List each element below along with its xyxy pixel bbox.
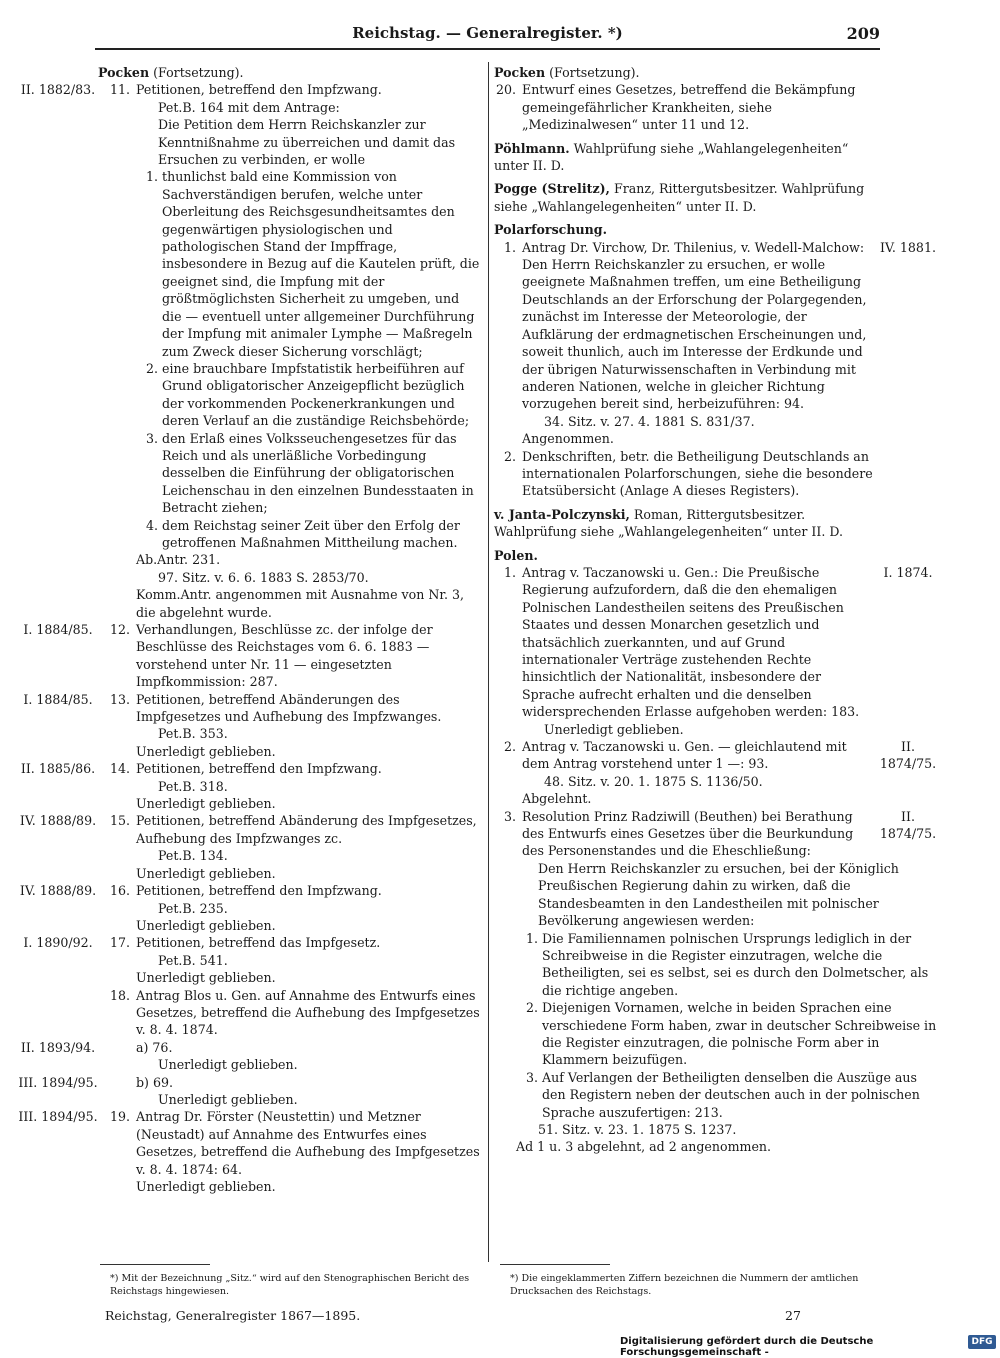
- entry-18a: [18, 1039, 480, 1074]
- entry-pogge: [494, 180, 938, 215]
- entry-year: IV. 1881.: [880, 239, 936, 255]
- header-title: Reichstag. — Generalregister. *): [352, 24, 623, 42]
- section-heading-polarforschung: Polarforschung.: [494, 222, 607, 238]
- entry-body: Entwurf eines Gesetzes, betreffend die Bekämpfung gemeingefährlicher Krankheiten, siehe „Medizinalwesen“ unter 11 und 12.: [522, 82, 856, 133]
- entry-ref: Pet.B. 353.: [158, 726, 228, 742]
- entry-year: II. 1885/86.: [20, 761, 96, 777]
- entry-status: Komm.Antr. angenommen mit Ausnahme von Nr. 3, die abgelehnt wurde.: [136, 587, 465, 620]
- entry-body: [136, 812, 480, 882]
- entry-point: 1. Die Familiennamen polnischen Ursprungs lediglich in der Schreibweise in die Register einzutragen, welche die Betheiligten, sei es selbst, sei es durch den Dolmetscher, als die richtige angeben.: [526, 930, 929, 998]
- entry-name: Pöhlmann.: [494, 140, 570, 156]
- entry-body: [136, 1108, 480, 1195]
- entry-intro: Den Herrn Reichskanzler zu ersuchen, bei der Königlich Preußischen Regierung dahin zu wirken, daß die Standesbeamten in den Landestheilen mit polnischer Bevölkerung angewiesen werden:: [538, 860, 899, 929]
- entry-sitting: 34. Sitz. v. 27. 4. 1881 S. 831/37.: [544, 413, 755, 429]
- entry-body: [522, 239, 876, 448]
- column-divider: [488, 62, 489, 1262]
- entry-body: Verhandlungen, Beschlüsse zc. der infolge der Beschlüsse des Reichstages vom 6. 6. 1883 — vorstehend unter Nr. 11 — eingesetzten Impfkommission: 287.: [136, 622, 433, 690]
- entry-title: Petitionen, betreffend das Impfgesetz.: [136, 935, 381, 951]
- entry-ref: Pet.B. 541.: [158, 952, 228, 968]
- entry-point: 2. eine brauchbare Impfstatistik herbeiführen auf Grund obligatorischer Anzeigepflicht bezüglich der vorkommenden Pockenerkrankungen und deren Verlauf an die zuständige Reichsbehörde;: [146, 360, 470, 429]
- entry-title: Antrag v. Taczanowski u. Gen. — gleichlautend mit dem Antrag vorstehend unter 1 —: 93.: [522, 739, 847, 772]
- entry-body: [136, 1039, 480, 1074]
- entry-year: I. 1884/85.: [23, 691, 93, 707]
- entry-ref: Ab.Antr. 231.: [136, 552, 221, 568]
- entry-ref: Pet.B. 164 mit dem Antrage:: [158, 99, 340, 115]
- footer-source: Reichstag, Generalregister 1867—1895.: [105, 1308, 361, 1323]
- entry-ref: Pet.B. 134.: [158, 848, 228, 864]
- entry-body: [136, 760, 480, 812]
- polen-entry-1: [494, 564, 938, 738]
- entry-number: [98, 1074, 136, 1109]
- entry-year: II. 1882/83.: [20, 82, 96, 98]
- entry-number: 14.: [109, 761, 130, 777]
- entry-name: Pogge (Strelitz),: [494, 181, 610, 197]
- entry-number: 18.: [109, 987, 130, 1003]
- polar-entry-1: [494, 239, 938, 448]
- entry-number: 2.: [503, 739, 516, 755]
- entry-year: II. 1874/75.: [879, 739, 937, 772]
- dfg-logo: DFG: [968, 1335, 996, 1349]
- entry-ref: Pet.B. 235.: [158, 900, 228, 916]
- entry-status: Unerledigt geblieben.: [136, 1179, 276, 1194]
- entry-ref: a) 76.: [136, 1039, 173, 1055]
- entry-status: Unerledigt geblieben.: [136, 865, 276, 881]
- entry-year: I. 1884/85.: [23, 622, 93, 637]
- entry-15: [18, 812, 480, 882]
- entry-number: 17.: [109, 935, 130, 951]
- entry-17: [18, 934, 480, 986]
- entry-number: 13.: [109, 691, 130, 707]
- entry-body: [522, 738, 876, 808]
- entry-intro: Die Petition dem Herrn Reichskanzler zur Kenntnißnahme zu überreichen und damit das Ersuchen zu verbinden, er wolle: [158, 117, 456, 168]
- entry-11: [18, 81, 480, 621]
- entry-body: Franz, Rittergutsbesitzer. Wahlprüfung siehe „Wahlangelegenheiten“ unter II. D.: [494, 181, 865, 214]
- entry-13: [18, 691, 480, 761]
- polar-entry-2: [494, 448, 938, 500]
- entry-point: 3. Auf Verlangen der Betheiligten denselben die Auszüge aus den Registern neben der deutschen auch in der polnischen Sprache auszufertigen: 213.: [526, 1069, 920, 1120]
- entry-18: [18, 987, 480, 1039]
- polen-entry-3-detail: [494, 860, 938, 1156]
- entry-body: [136, 934, 480, 986]
- entry-number: 2.: [503, 448, 516, 464]
- entry-point: 1. thunlichst bald eine Kommission von Sachverständigen berufen, welche unter Oberleitung des Reichsgesundheitsamtes den gegenwärtigen physiologischen und pathologischen Stand der Impffrage, insbesondere in Bezug auf die Kautelen prüft, die geeignet sind, die Impfung mit der größtmöglichsten Sicherheit zu umgeben, und die — eventuell unter allgemeiner Durchführung der Impfung mit animaler Lymphe — Maßregeln zum Zweck dieser Sicherung vorschlägt;: [146, 169, 480, 359]
- entry-title: Resolution Prinz Radziwill (Beuthen) bei Berathung des Entwurfs eines Gesetzes über die Beurkundung des Personenstandes und die Eheschließung:: [522, 808, 854, 859]
- entry-number: 1.: [503, 564, 516, 580]
- entry-body: Wahlprüfung siehe „Wahlangelegenheiten“ unter II. D.: [494, 140, 849, 174]
- entry-body: [522, 808, 876, 860]
- entry-ref: Pet.B. 318.: [158, 778, 228, 794]
- entry-body: [136, 81, 480, 621]
- heading-text: Pocken: [98, 65, 150, 80]
- header-rule: [95, 48, 880, 50]
- entry-status: Unerledigt geblieben.: [136, 917, 276, 933]
- entry-year: IV. 1888/89.: [19, 813, 97, 829]
- entry-number: 19.: [109, 1109, 130, 1125]
- entry-name: v. Janta-Polczynski,: [494, 506, 630, 522]
- entry-point: 4. dem Reichstag seiner Zeit über den Erfolg der getroffenen Maßnahmen Mittheilung machen.: [146, 517, 460, 550]
- entry-status: Ad 1 u. 3 abgelehnt, ad 2 angenommen.: [516, 1139, 772, 1155]
- entry-body: [136, 882, 480, 934]
- entry-title: Petitionen, betreffend den Impfzwang.: [136, 883, 382, 899]
- entry-year: III. 1894/95.: [18, 1074, 98, 1090]
- section-heading-pocken-cont: [494, 64, 938, 81]
- entry-title: Petitionen, betreffend den Impfzwang.: [136, 82, 382, 98]
- right-column: [494, 64, 938, 1156]
- section-heading-pocken: [18, 64, 480, 81]
- entry-body: Antrag Blos u. Gen. auf Annahme des Entwurfs eines Gesetzes, betreffend die Aufhebung des Impfgesetzes v. 8. 4. 1874.: [136, 987, 480, 1038]
- entry-year: [18, 987, 98, 1039]
- entry-body: [136, 1074, 480, 1109]
- entry-status: Abgelehnt.: [522, 791, 592, 807]
- entry-number: 3.: [503, 808, 516, 824]
- entry-year: II. 1893/94.: [20, 1039, 96, 1055]
- entry-status: Unerledigt geblieben.: [136, 970, 276, 986]
- entry-sitting: 51. Sitz. v. 23. 1. 1875 S. 1237.: [538, 1121, 737, 1137]
- entry-year: I. 1874.: [883, 564, 933, 580]
- entry-status: Angenommen.: [522, 431, 614, 447]
- footnote-left: *) Mit der Bezeichnung „Sitz.“ wird auf den Stenographischen Bericht des Reichstags hingewiesen.: [110, 1273, 470, 1297]
- entry-16: [18, 882, 480, 934]
- entry-title: Antrag Dr. Förster (Neustettin) und Metzner (Neustadt) auf Annahme des Entwurfes eines Gesetzes, betreffend die Aufhebung des Impfgesetzes v. 8. 4. 1874: 64.: [136, 1109, 480, 1177]
- entry-year: IV. 1888/89.: [19, 883, 97, 899]
- entry-point: 2. Diejenigen Vornamen, welche in beiden Sprachen eine verschiedene Form haben, zwar in deutscher Schreibweise in die Register einzutragen, die polnische Form aber in Klammern beizufügen.: [526, 1000, 937, 1068]
- entry-18b: [18, 1074, 480, 1109]
- left-column: [18, 64, 480, 1195]
- entry-status: Unerledigt geblieben.: [158, 1057, 298, 1073]
- section-heading-polen: Polen.: [494, 547, 538, 563]
- entry-poehlmann: [494, 140, 938, 175]
- entry-title: Petitionen, betreffend Abänderungen des Impfgesetzes und Aufhebung des Impfzwanges.: [136, 691, 442, 725]
- entry-title: Petitionen, betreffend Abänderung des Impfgesetzes, Aufhebung des Impfzwanges zc.: [136, 813, 477, 846]
- entry-number: 12.: [109, 622, 130, 637]
- entry-year: I. 1890/92.: [23, 935, 93, 951]
- entry-year: II. 1874/75.: [879, 808, 937, 842]
- entry-title: Petitionen, betreffend den Impfzwang.: [136, 761, 382, 777]
- footnote-rule: [500, 1264, 610, 1265]
- entry-ref: b) 69.: [136, 1074, 174, 1090]
- entry-title: Antrag Dr. Virchow, Dr. Thilenius, v. Wedell-Malchow: Den Herrn Reichskanzler zu ersuchen, er wolle geeignete Maßnahmen treffen, um eine Betheiligung Deutschlands an der Erforschung der Polargegenden, zunächst im Interesse der Meteorologie, der Aufklärung der erdmagnetischen Erscheinungen und, soweit thunlich, auch im Interesse der Erdkunde und der übrigen Naturwissenschaften in Verbindung mit anderen Nationen, welche in gleicher Richtung vorzugehen bereit sind, herbeizuführen: 94.: [522, 239, 867, 412]
- entry-12: [18, 621, 480, 691]
- entry-number: 16.: [109, 883, 130, 899]
- entry-body: [522, 564, 876, 738]
- page-header: [95, 24, 880, 44]
- entry-status: Unerledigt geblieben.: [136, 796, 276, 812]
- entry-body: Denkschriften, betr. die Betheiligung Deutschlands an internationalen Polarforschungen, siehe die besondere Etatsübersicht (Anlage A dieses Registers).: [522, 448, 873, 499]
- entry-year: III. 1894/95.: [18, 1109, 98, 1125]
- entry-point: 3. den Erlaß eines Volksseuchengesetzes für das Reich und als unerläßliche Vorbedingung desselben die Einführung der obligatorischen Leichenschau in den einzelnen Bundesstaaten in Betracht ziehen;: [146, 430, 474, 516]
- entry-number: 1.: [503, 239, 516, 255]
- entry-janta: [494, 506, 938, 541]
- entry-status: Unerledigt geblieben.: [136, 743, 276, 759]
- entry-number: 15.: [109, 813, 130, 829]
- entry-19: [18, 1108, 480, 1195]
- polen-entry-3: [494, 808, 938, 860]
- footnote-right: *) Die eingeklammerten Ziffern bezeichnen die Nummern der amtlichen Drucksachen des Reichstags.: [510, 1273, 859, 1297]
- entry-number: 11.: [109, 82, 130, 98]
- header-page-number: 209: [846, 24, 880, 43]
- entry-status: Unerledigt geblieben.: [544, 721, 684, 737]
- entry-20: [494, 81, 938, 133]
- heading-continuation: (Fortsetzung).: [153, 65, 244, 80]
- digitization-notice: Digitalisierung gefördert durch die Deutsche Forschungsgemeinschaft -: [620, 1336, 874, 1358]
- footnote-rule: [100, 1264, 210, 1265]
- entry-body: Roman, Rittergutsbesitzer. Wahlprüfung siehe „Wahlangelegenheiten“ unter II. D.: [494, 506, 843, 540]
- heading-continuation: (Fortsetzung).: [549, 65, 640, 80]
- entry-sitting: 48. Sitz. v. 20. 1. 1875 S. 1136/50.: [544, 773, 763, 789]
- polen-entry-2: [494, 738, 938, 808]
- entry-status: Unerledigt geblieben.: [158, 1091, 298, 1107]
- entry-number: 20.: [495, 82, 516, 98]
- heading-text: Pocken: [494, 65, 546, 80]
- entry-number: [98, 1039, 136, 1074]
- entry-sitting: 97. Sitz. v. 6. 6. 1883 S. 2853/70.: [158, 569, 369, 585]
- footer-page-number: 27: [785, 1308, 801, 1323]
- entry-14: [18, 760, 480, 812]
- entry-title: Antrag v. Taczanowski u. Gen.: Die Preußische Regierung aufzufordern, daß die den ehemaligen Polnischen Landestheilen seitens des Preußischen Staates und dessen Monarchen gesetzlich und thatsächlich zuerkannten, und auf Grund internationaler Verträge zustehenden Rechte hinsichtlich der Nationalität, insbesondere der Sprache aufrecht erhalten und die denselben widersprechenden Erlasse aufgehoben werden: 183.: [522, 564, 860, 720]
- entry-body: [136, 691, 480, 761]
